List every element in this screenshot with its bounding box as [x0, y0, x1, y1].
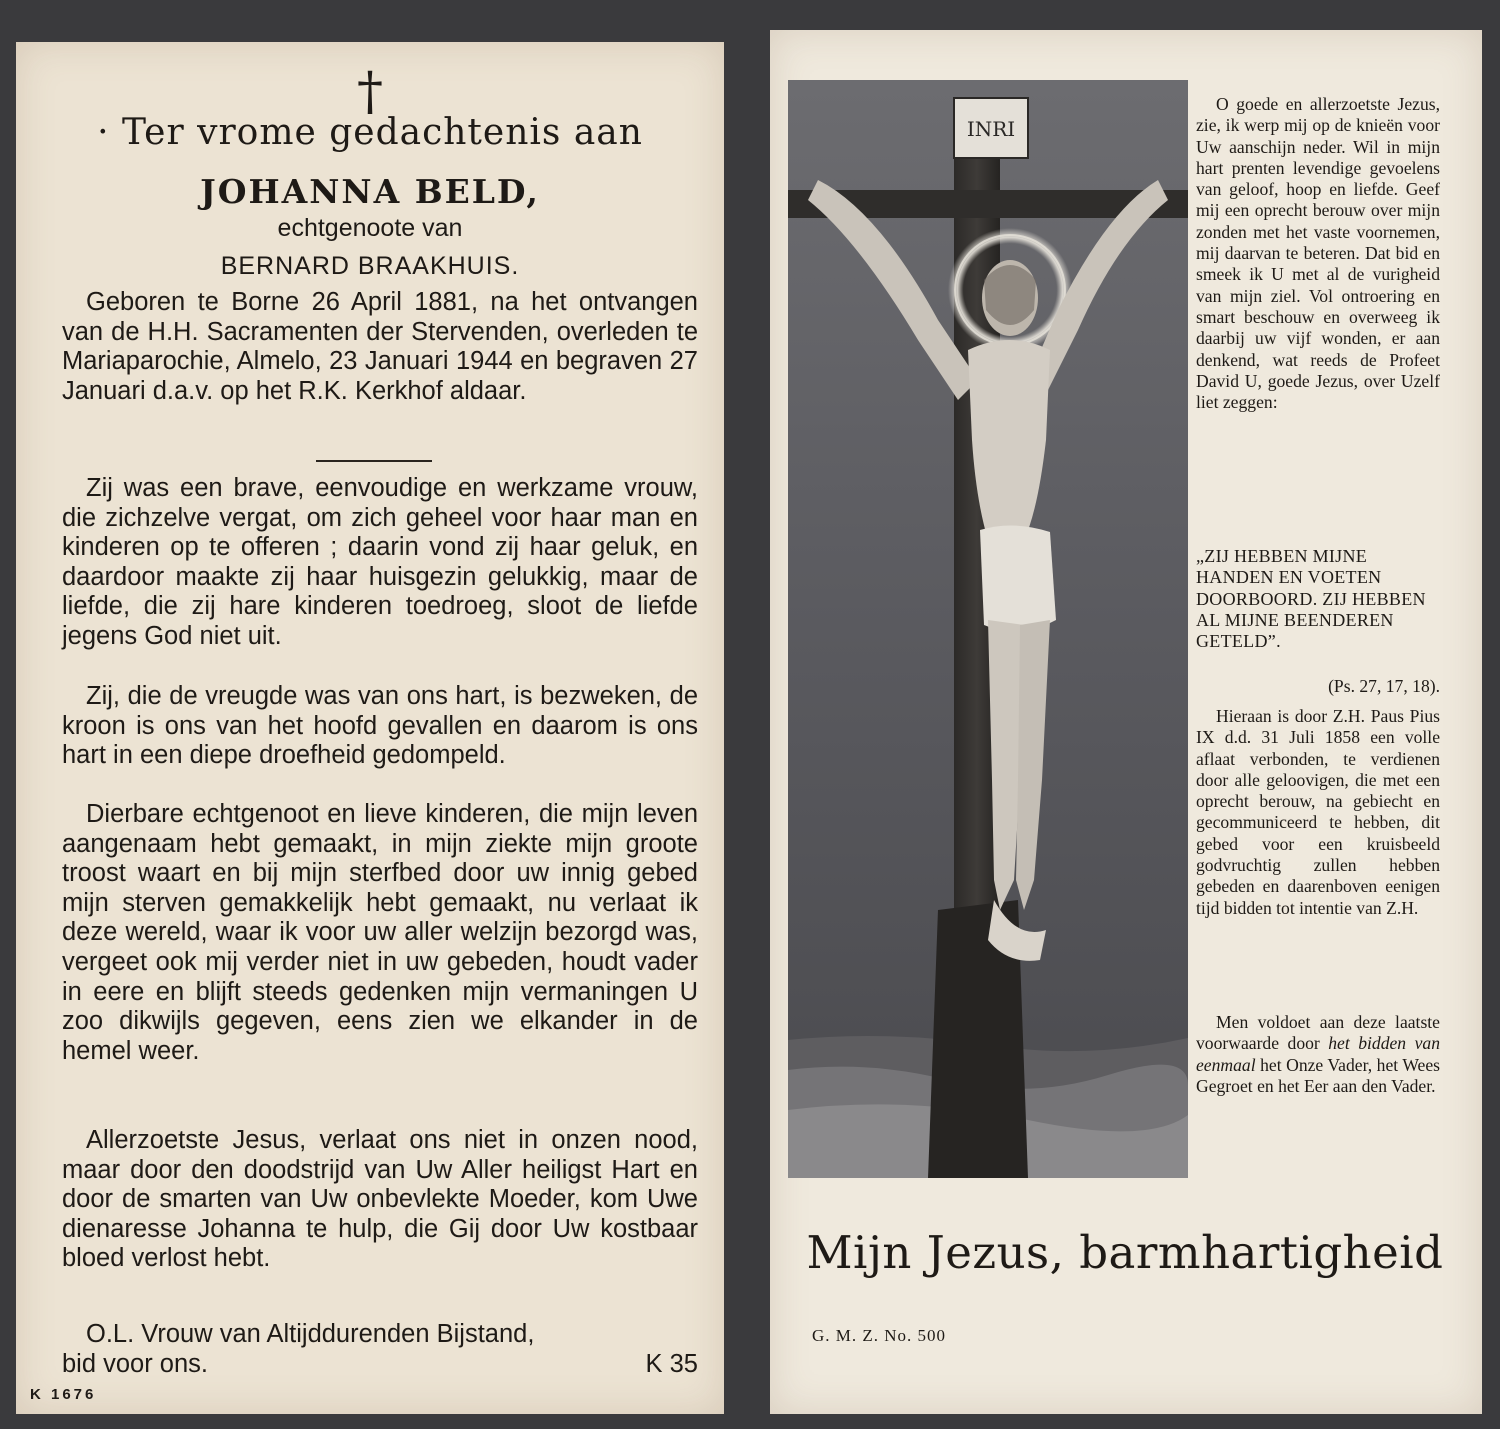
closing-line	[62, 1350, 698, 1379]
paragraph-character: Zij was een brave, eenvoudige en werkzame vrouw, die zichzelve vergat, om zich geheel voor haar man en kinderen op te offeren ; daarin vond zij haar geluk, en daardoor maakte zij haar huisgezin gelukkig, maar de liefde, die zij hare kinderen toedroeg, sloot de liefde jegens God niet uit.	[62, 474, 698, 650]
deceased-name: JOHANNA BELD,	[200, 172, 540, 211]
closing-prayer: bid voor ons.	[62, 1350, 209, 1378]
spouse-label: echtgenoote van	[277, 214, 463, 242]
psalm-quote: „ZIJ HEBBEN MIJNE HANDEN EN VOETEN DOORBOORD. ZIJ HEBBEN AL MIJNE BEENDEREN GETELD”.	[1196, 546, 1426, 652]
paragraph-prayer: Allerzoetste Jesus, verlaat ons niet in onzen nood, maar door den doodstrijd van Uw Aller heiligst Hart en door de smarten van Uw onbevlekte Moeder, kom Uwe dienaresse Johanna te hulp, die Gij door Uw kostbaar bloed verlost hebt.	[62, 1126, 698, 1273]
memorial-card-back	[770, 30, 1482, 1414]
condition-emphasis: het bidden van eenmaal	[1196, 1033, 1440, 1075]
card-code: K 35	[645, 1350, 698, 1378]
crucifix-image	[788, 80, 1188, 1178]
motto: Mijn Jezus, barmhartigheid	[806, 1226, 1444, 1279]
crucifix-illustration	[788, 80, 1188, 1178]
psalm-reference: (Ps. 27, 17, 18).	[1328, 676, 1440, 696]
condition-text	[1196, 1012, 1440, 1097]
inri-label: INRI	[966, 117, 1016, 141]
condition-end: het Onze Vader, het Wees Gegroet en het Eer aan den Vader.	[1196, 1054, 1440, 1096]
indulgence-text: Hieraan is door Z.H. Paus Pius IX d.d. 31 Juli 1858 een volle aflaat verbonden, te verdienen door alle geloovigen, die met een oprecht berouw, na gebiecht en gecommuniceerd te hebben, dit gebed voor een kruisbeeld godvruchtig zullen hebben gebeden en daarenboven eenigen tijd bidden tot intentie van Z.H.	[1196, 706, 1440, 918]
condition-start: Men voldoet aan deze laatste voorwaarde door	[1196, 1012, 1440, 1054]
closing-invocation: O.L. Vrouw van Altijddurenden Bijstand,	[86, 1320, 535, 1348]
divider	[316, 460, 432, 462]
spouse-name: BERNARD BRAAKHUIS.	[220, 252, 520, 280]
memorial-card-front	[16, 42, 724, 1414]
memorial-heading: · Ter vrome gedachtenis aan	[97, 112, 643, 153]
print-code: K 1676	[30, 1386, 97, 1403]
cross-icon: †	[357, 62, 383, 122]
paragraph-farewell: Dierbare echtgenoot en lieve kinderen, die mijn leven aangenaam hebt gemaakt, in mijn ziekte mijn groote troost waart en bij mijn sterfbed door uw innig gebed mijn sterven gemakkelijk hebt gemaakt, nu verlaat ik deze wereld, waar ik voor uw aller welzijn bezorgd was, vergeet ook mij verder niet in uw gebeden, houdt vader in eere en blijft steeds gedenken mijn vermaningen U zoo dikwijls gegeven, eens zien we elkander in de hemel weer.	[62, 800, 698, 1065]
biography-paragraph: Geboren te Borne 26 April 1881, na het ontvangen van de H.H. Sacramenten der Stervenden, overleden te Mariaparochie, Almelo, 23 Januari 1944 en begraven 27 Januari d.a.v. op het R.K. Kerkhof aldaar.	[62, 288, 698, 405]
prayer-text: O goede en allerzoetste Jezus, zie, ik werp mij op de knieën voor Uw aanschijn neder. Wil in mijn hart prenten levendige gevoelens van geloof, hoop en liefde. Geef mij een oprecht berouw over mijn zonden met het vaste voornemen, mij daarvan te beteren. Dat bid en smeek ik U met al de vurigheid van mijn ziel. Vol ontroering en smart beschouw en overweeg ik daarbij uw vijf wonden, er aan denkend, wat reeds de Profeet David U, goede Jezus, over Uzelf liet zeggen:	[1196, 94, 1440, 413]
publisher-code: G. M. Z. No. 500	[812, 1326, 947, 1345]
paragraph-grief: Zij, die de vreugde was van ons hart, is bezweken, de kroon is ons van het hoofd gevallen en daarom is ons hart in een diepe droefheid gedompeld.	[62, 682, 698, 770]
